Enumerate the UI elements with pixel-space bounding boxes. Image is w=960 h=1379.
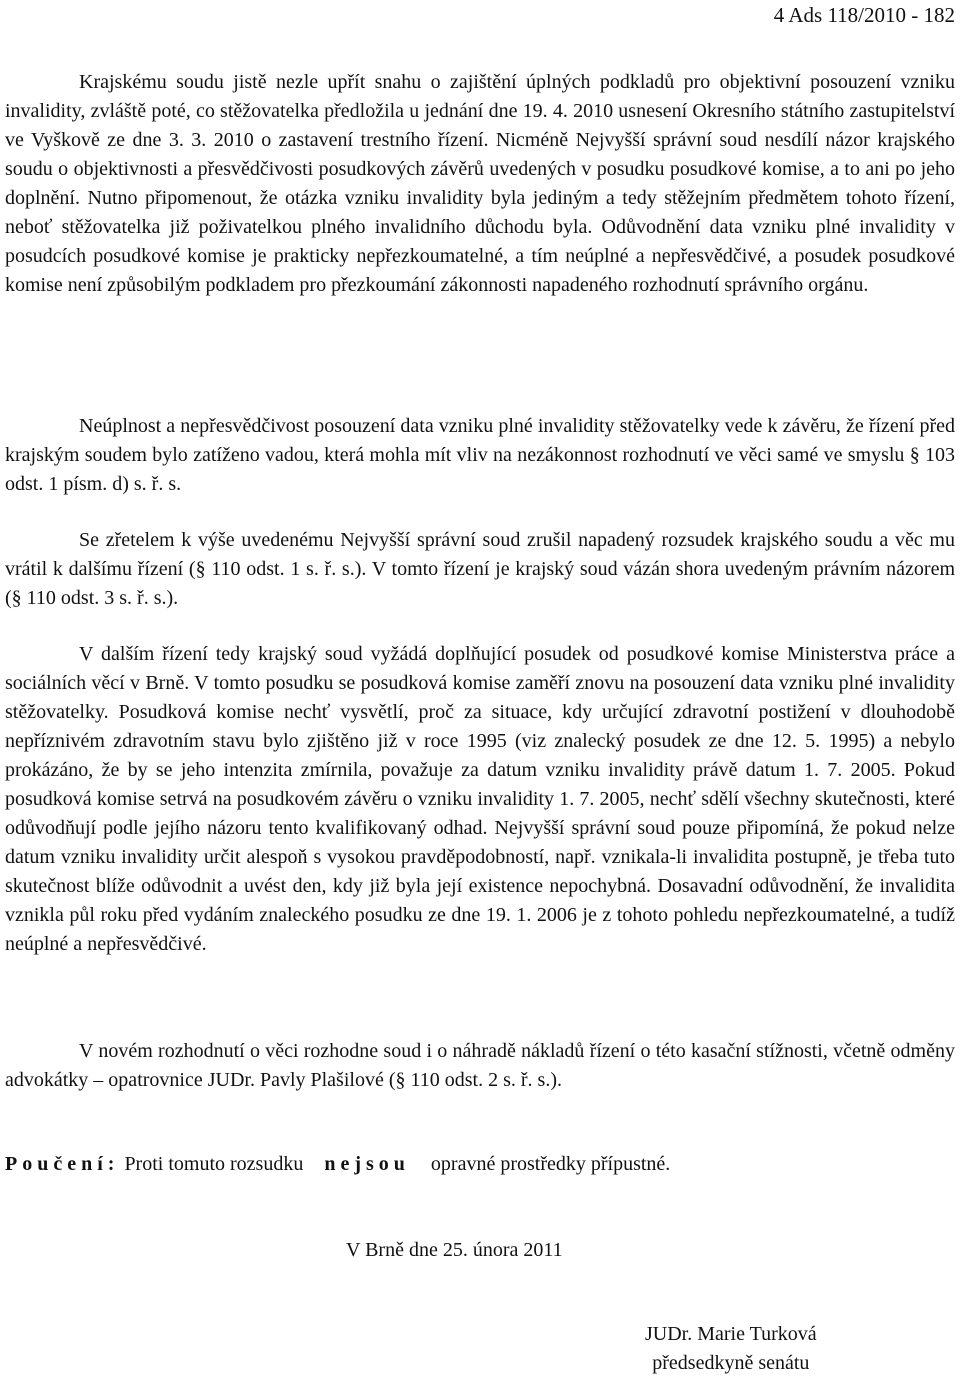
instruction-label: Poučení: bbox=[5, 1153, 120, 1175]
paragraph-2 bbox=[5, 412, 955, 499]
paragraph-1-text: Krajskému soudu jistě nezle upřít snahu o zajištění úplných podkladů pro objektivní posouzení vzniku invalidity, zvláště poté, co stěžovatelka předložila u jednání dne 19. 4. 2010 usnesení Okresního státního zastupitelství ve Vyškově ze dne 3. 3. 2010 o zastavení trestního řízení. Nicméně Nejvyšší správní soud nesdílí názor krajského soudu o objektivnosti a přesvědčivosti posudkových závěrů uvedených v posudku posudkové komise, a to ani po jeho doplnění. Nutno připomenout, že otázka vzniku invalidity byla jediným a tedy stěžejním předmětem tohoto řízení, neboť stěžovatelka již poživatelkou plného invalidního důchodu byla. Odůvodnění data vzniku plné invalidity v posudcích posudkové komise je prakticky nepřezkoumatelné, a tím neúplné a nepřesvědčivé, a posudek posudkové komise není způsobilým podkladem pro přezkoumání zákonnosti napadeného rozhodnutí správního orgánu. bbox=[5, 71, 955, 296]
paragraph-5 bbox=[5, 1037, 955, 1095]
instruction-emphasis: nejsou bbox=[324, 1153, 410, 1175]
case-number-header: 4 Ads 118/2010 - 182 bbox=[773, 3, 955, 27]
legal-instruction bbox=[5, 1150, 670, 1179]
paragraph-2-text: Neúplnost a nepřesvědčivost posouzení data vzniku plné invalidity stěžovatelky vede k závěru, že řízení před krajským soudem bylo zatíženo vadou, která mohla mít vliv na nezákonnost rozhodnutí ve věci samé ve smyslu § 103 odst. 1 písm. d) s. ř. s. bbox=[5, 415, 955, 495]
signatory-name: JUDr. Marie Turková bbox=[645, 1323, 817, 1345]
paragraph-3 bbox=[5, 526, 955, 613]
instruction-text-after: opravné prostředky přípustné. bbox=[430, 1153, 671, 1175]
signature-block bbox=[645, 1320, 817, 1378]
place-and-date: V Brně dne 25. února 2011 bbox=[346, 1239, 563, 1261]
instruction-text-before: Proti tomuto rozsudku bbox=[124, 1153, 304, 1175]
signatory-role: předsedkyně senátu bbox=[652, 1352, 810, 1374]
paragraph-1 bbox=[5, 68, 955, 300]
paragraph-5-text: V novém rozhodnutí o věci rozhodne soud i o náhradě nákladů řízení o této kasační stížnosti, včetně odměny advokátky – opatrovnice JUDr. Pavly Plašilové (§ 110 odst. 2 s. ř. s.). bbox=[5, 1040, 955, 1091]
paragraph-4 bbox=[5, 640, 955, 959]
paragraph-4-text: V dalším řízení tedy krajský soud vyžádá doplňující posudek od posudkové komise Ministerstva práce a sociálních věcí v Brně. V tomto posudku se posudková komise zaměří znovu na posouzení data vzniku plné invalidity stěžovatelky. Posudková komise nechť vysvětlí, proč za situace, kdy určující zdravotní postižení v dlouhodobě nepříznivém zdravotním stavu bylo zjištěno již v roce 1995 (viz znalecký posudek ze dne 12. 5. 1995) a nebylo prokázáno, že by se jeho intenzita zmírnila, považuje za datum vzniku invalidity právě datum 1. 7. 2005. Pokud posudková komise setrvá na posudkovém závěru o vzniku invalidity 1. 7. 2005, nechť sdělí všechny skutečnosti, které odůvodňují podle jejího názoru tento kvalifikovaný odhad. Nejvyšší správní soud pouze připomíná, že pokud nelze datum vzniku invalidity určit alespoň s vysokou pravděpodobností, např. vznikala-li invalidita postupně, je třeba tuto skutečnost blíže odůvodnit a uvést den, kdy již byla její existence nepochybná. Dosavadní odůvodnění, že invalidita vznikla půl roku před vydáním znaleckého posudku ze dne 19. 1. 2006 je z tohoto pohledu nepřezkoumatelné, a tudíž neúplné a nepřesvědčivé. bbox=[5, 643, 955, 955]
paragraph-3-text: Se zřetelem k výše uvedenému Nejvyšší správní soud zrušil napadený rozsudek krajského soudu a věc mu vrátil k dalšímu řízení (§ 110 odst. 1 s. ř. s.). V tomto řízení je krajský soud vázán shora uvedeným právním názorem (§ 110 odst. 3 s. ř. s.). bbox=[5, 529, 955, 609]
